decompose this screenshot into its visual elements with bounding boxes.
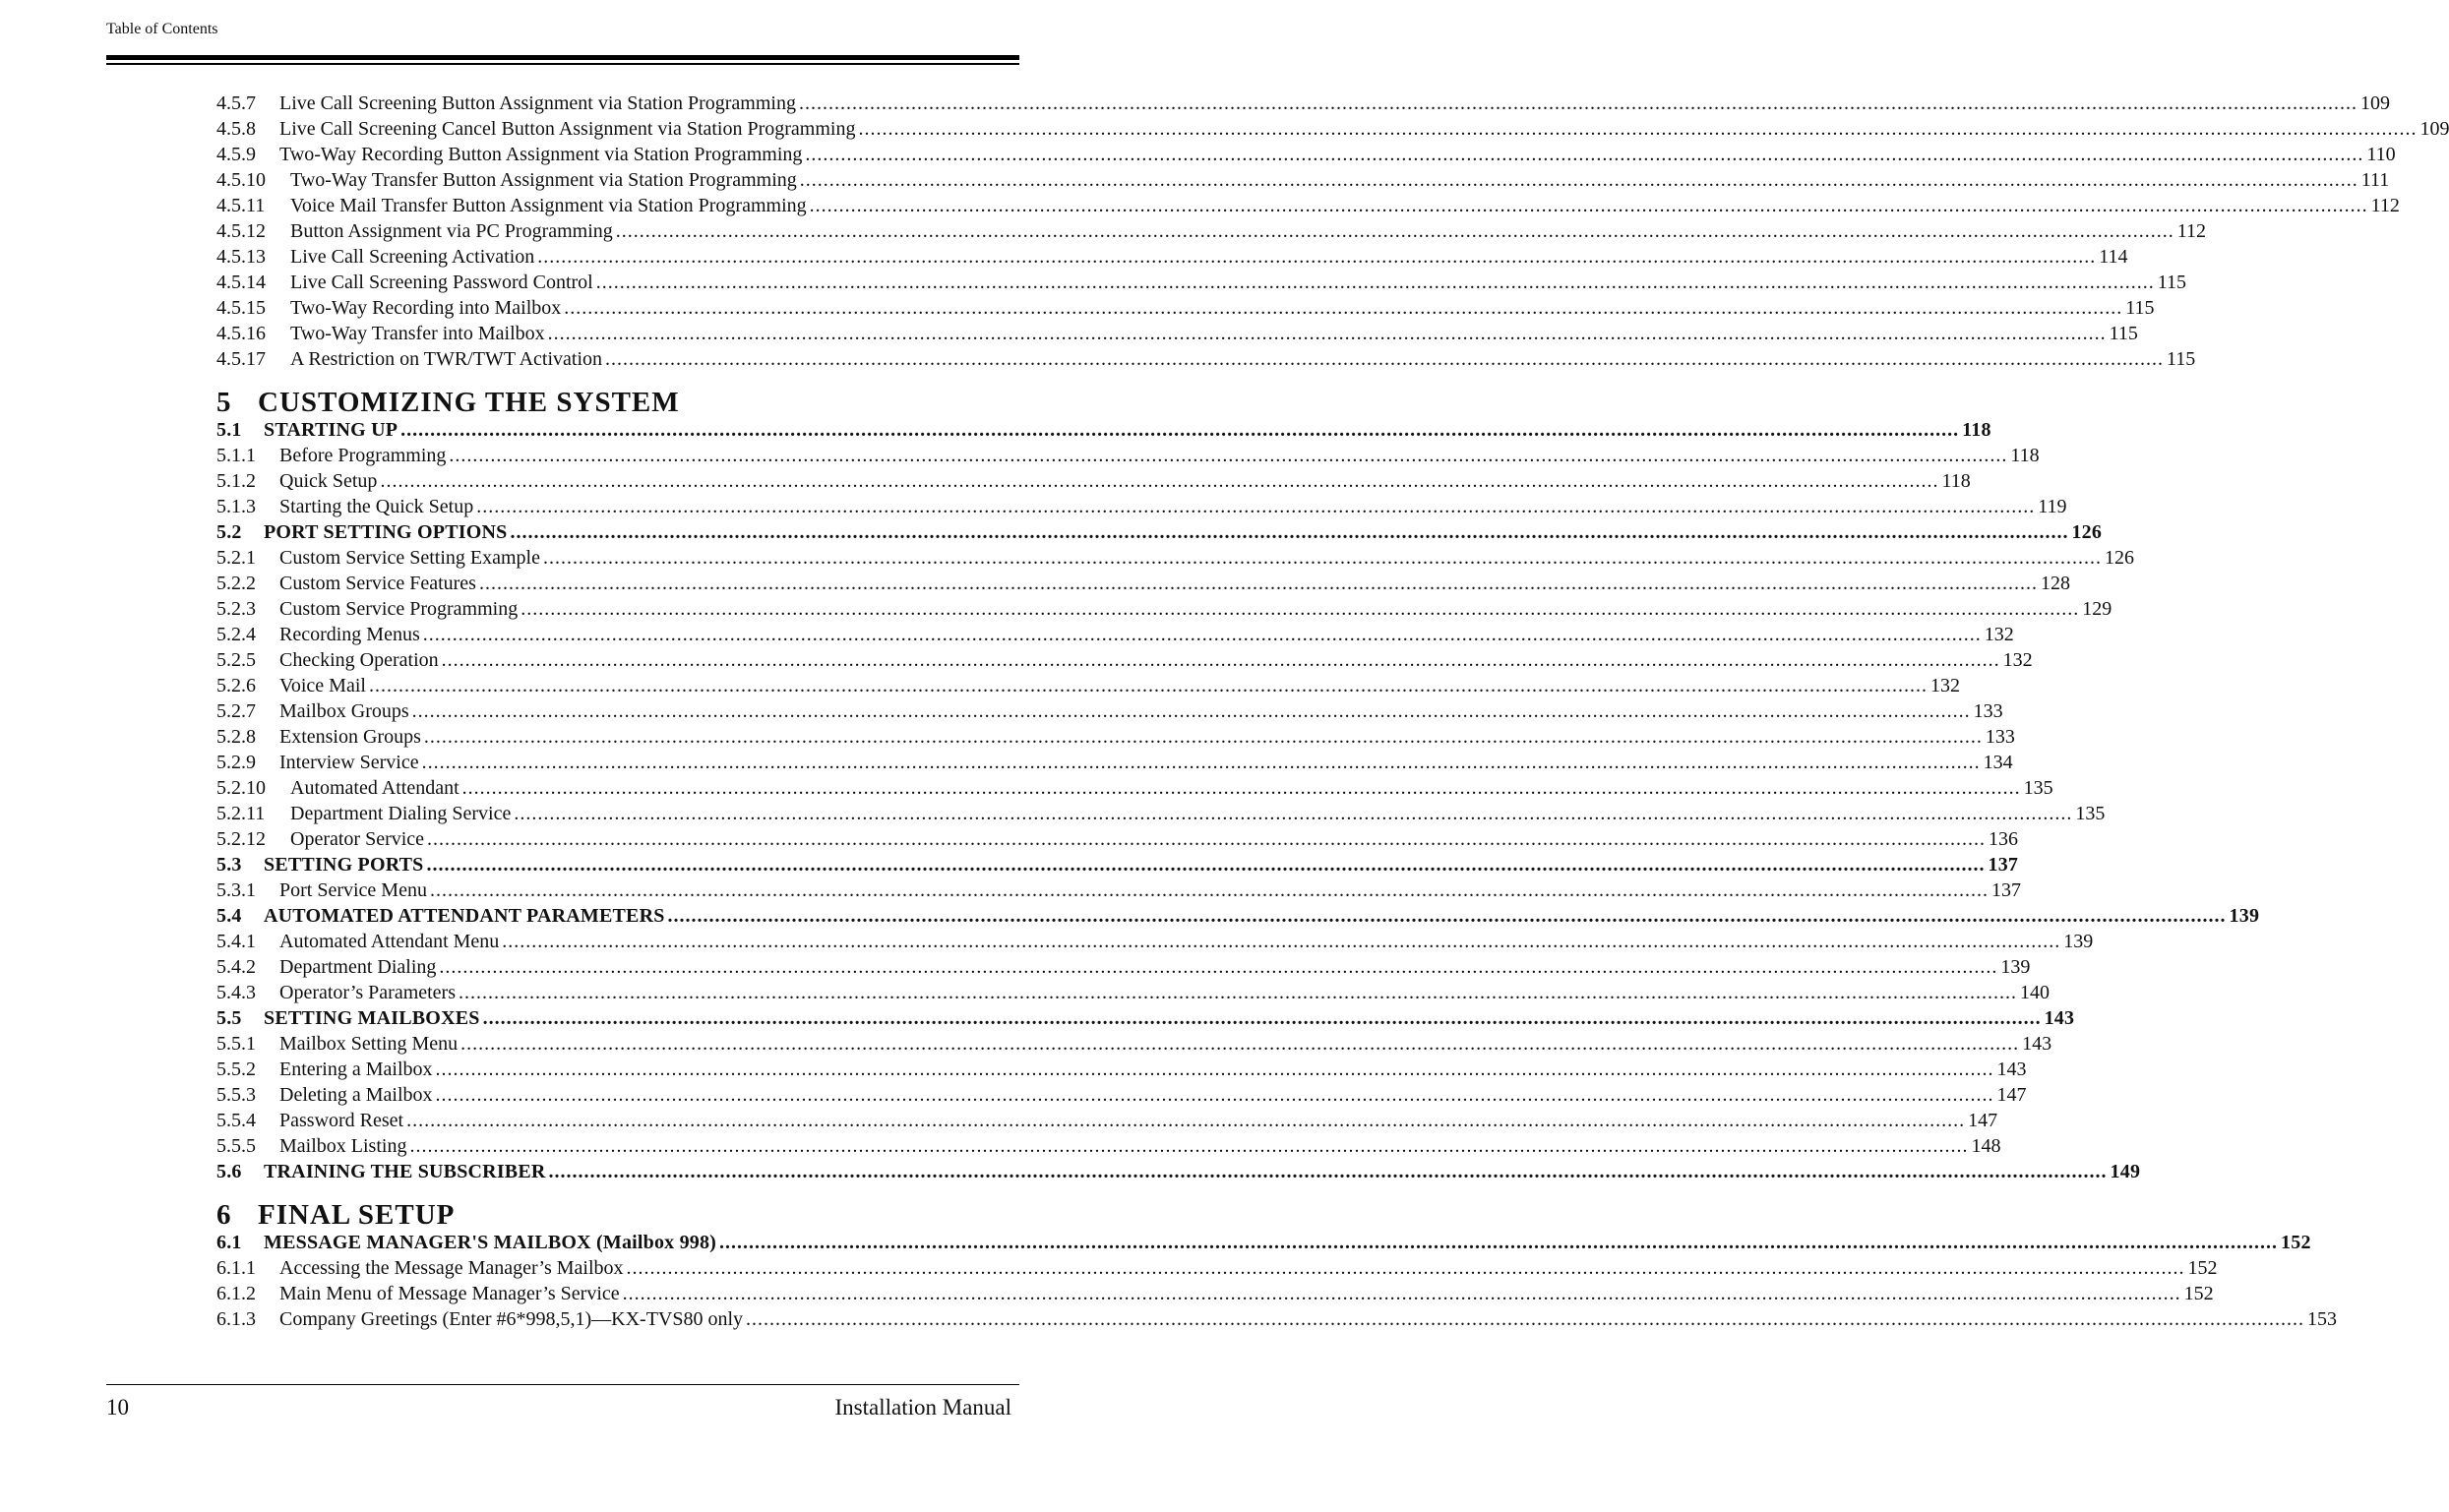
toc-entry-title: Live Call Screening Cancel Button Assignment via Station Programming bbox=[279, 118, 856, 140]
toc-entry-page: 126 bbox=[2071, 521, 2103, 543]
toc-entry[interactable] bbox=[216, 931, 2094, 956]
toc-entry-page: 147 bbox=[1968, 1110, 1998, 1131]
dot-leader bbox=[543, 547, 2102, 570]
dot-leader bbox=[520, 598, 2079, 621]
toc-entry-page: 132 bbox=[1984, 624, 2014, 645]
toc-entry[interactable] bbox=[216, 272, 2186, 297]
toc-entry-page: 115 bbox=[2157, 272, 2186, 293]
toc-entry-title: Operator Service bbox=[290, 828, 425, 850]
toc-entry-number: 4.5.7 bbox=[216, 92, 256, 114]
toc-entry-number: 5.2.12 bbox=[216, 828, 266, 850]
toc-entry-page: 111 bbox=[2360, 169, 2390, 191]
footer-rule bbox=[106, 1384, 1019, 1385]
toc-entry-number: 5.3 bbox=[216, 854, 242, 876]
dot-leader bbox=[605, 348, 2164, 371]
dot-leader bbox=[668, 905, 2227, 928]
toc-entry-page: 137 bbox=[1988, 854, 2019, 876]
dot-leader bbox=[424, 726, 1983, 749]
toc-entry[interactable] bbox=[216, 956, 2031, 982]
toc-entry[interactable] bbox=[216, 1110, 1998, 1135]
toc-entry-number: 4.5.10 bbox=[216, 169, 266, 191]
dot-leader bbox=[800, 169, 2358, 192]
toc-entry-title: Automated Attendant bbox=[290, 777, 459, 799]
toc-entry[interactable] bbox=[216, 879, 2021, 905]
toc-entry-number: 5.2.7 bbox=[216, 700, 256, 722]
toc-entry-title: Mailbox Listing bbox=[279, 1135, 407, 1157]
toc-entry-page: 109 bbox=[2419, 118, 2449, 140]
toc-entry-page: 136 bbox=[1989, 828, 2019, 850]
chapter-number: 5 bbox=[216, 387, 232, 418]
header-rule bbox=[106, 55, 1019, 60]
toc-entry[interactable] bbox=[216, 803, 2106, 828]
toc-entry-number: 5.5.5 bbox=[216, 1135, 256, 1157]
toc-entry-number: 4.5.8 bbox=[216, 118, 256, 140]
toc-entry-page: 133 bbox=[1973, 700, 2003, 722]
toc-entry[interactable] bbox=[216, 1283, 2214, 1308]
toc-entry-number: 4.5.17 bbox=[216, 348, 266, 370]
toc-entry-number: 4.5.15 bbox=[216, 297, 266, 319]
dot-leader bbox=[430, 879, 1989, 902]
toc-entry-page: 139 bbox=[2063, 931, 2094, 952]
toc-entry-page: 133 bbox=[1985, 726, 2015, 748]
toc-entry[interactable] bbox=[216, 297, 2155, 323]
toc-entry-page: 109 bbox=[2359, 92, 2390, 114]
toc-entry-number: 6.1.1 bbox=[216, 1257, 256, 1279]
toc-entry-title: Interview Service bbox=[279, 752, 419, 773]
toc-entry-title: MESSAGE MANAGER'S MAILBOX (Mailbox 998) bbox=[264, 1232, 717, 1253]
toc-section-entry[interactable] bbox=[216, 521, 2103, 547]
toc-entry-page: 115 bbox=[2109, 323, 2138, 344]
toc-entry-page: 152 bbox=[2183, 1283, 2214, 1304]
toc-entry-page: 137 bbox=[1990, 879, 2021, 901]
dot-leader bbox=[510, 521, 2068, 544]
toc-entry-title: STARTING UP bbox=[264, 419, 398, 441]
dot-leader bbox=[483, 1007, 2042, 1030]
toc-entry-number: 5.5.1 bbox=[216, 1033, 256, 1055]
toc-entry-title: Recording Menus bbox=[279, 624, 420, 645]
toc-entry-page: 119 bbox=[2038, 496, 2067, 517]
dot-leader bbox=[449, 445, 2007, 467]
toc-entry[interactable] bbox=[216, 777, 2053, 803]
toc-entry-title: SETTING PORTS bbox=[264, 854, 424, 876]
toc-entry-title: Custom Service Features bbox=[279, 573, 476, 594]
toc-entry-title: A Restriction on TWR/TWT Activation bbox=[290, 348, 603, 370]
dot-leader bbox=[436, 1084, 1994, 1107]
toc-entry[interactable] bbox=[216, 220, 2207, 246]
toc-entry[interactable] bbox=[216, 496, 2067, 521]
dot-leader bbox=[427, 854, 1986, 877]
toc-entry-title: Live Call Screening Password Control bbox=[290, 272, 593, 293]
dot-leader bbox=[479, 573, 2038, 595]
dot-leader bbox=[549, 1161, 2108, 1183]
toc-entry-page: 132 bbox=[2002, 649, 2033, 671]
toc-entry-title: Voice Mail bbox=[279, 675, 366, 696]
toc-entry-number: 4.5.16 bbox=[216, 323, 266, 344]
dot-leader bbox=[409, 1135, 1968, 1158]
toc-entry[interactable] bbox=[216, 752, 2013, 777]
toc-entry-page: 143 bbox=[2044, 1007, 2075, 1029]
toc-entry-title: Two-Way Recording Button Assignment via Station Programming bbox=[279, 144, 803, 165]
toc-entry-number: 4.5.13 bbox=[216, 246, 266, 268]
toc-entry-title: Two-Way Transfer Button Assignment via Station Programming bbox=[290, 169, 797, 191]
toc-entry-number: 4.5.9 bbox=[216, 144, 256, 165]
toc-entry-title: Operator’s Parameters bbox=[279, 982, 457, 1003]
toc-entry-number: 6.1.2 bbox=[216, 1283, 256, 1304]
dot-leader bbox=[422, 752, 1981, 774]
dot-leader bbox=[746, 1308, 2304, 1331]
toc-entry[interactable] bbox=[216, 92, 2390, 118]
dot-leader bbox=[564, 297, 2122, 320]
chapter-heading[interactable] bbox=[216, 1192, 1019, 1232]
toc-entry-number: 5.5 bbox=[216, 1007, 242, 1029]
toc-entry-title: Custom Service Setting Example bbox=[279, 547, 540, 569]
toc-entry-title: Live Call Screening Activation bbox=[290, 246, 535, 268]
toc-entry-page: 134 bbox=[1983, 752, 2013, 773]
toc-entry-page: 112 bbox=[2176, 220, 2207, 242]
dot-leader bbox=[548, 323, 2107, 345]
toc-entry-number: 5.2.9 bbox=[216, 752, 256, 773]
toc-entry-title: Automated Attendant Menu bbox=[279, 931, 500, 952]
toc-entry-title: Quick Setup bbox=[279, 470, 378, 492]
toc-entry-number: 5.2.11 bbox=[216, 803, 266, 824]
dot-leader bbox=[537, 246, 2096, 269]
toc-entry-title: Starting the Quick Setup bbox=[279, 496, 474, 517]
toc-entry[interactable] bbox=[216, 1257, 2218, 1283]
toc-entry-title: Port Service Menu bbox=[279, 879, 427, 901]
toc-entry-page: 110 bbox=[2366, 144, 2396, 165]
toc-entry-page: 126 bbox=[2104, 547, 2134, 569]
toc-entry-title: PORT SETTING OPTIONS bbox=[264, 521, 508, 543]
toc-entry-title: Department Dialing Service bbox=[290, 803, 512, 824]
page-number: 10 bbox=[106, 1395, 129, 1420]
header-rule-thin bbox=[106, 63, 1019, 65]
toc-entry-page: 149 bbox=[2110, 1161, 2141, 1182]
toc-entry-title: Accessing the Message Manager’s Mailbox bbox=[279, 1257, 624, 1279]
toc-entry-number: 5.1.1 bbox=[216, 445, 256, 466]
toc-entry-page: 147 bbox=[1996, 1084, 2027, 1106]
toc-entry-number: 6.1 bbox=[216, 1232, 242, 1253]
toc-entry-page: 128 bbox=[2040, 573, 2070, 594]
toc-entry-number: 5.4.2 bbox=[216, 956, 256, 978]
dot-leader bbox=[436, 1058, 1994, 1081]
toc-entry[interactable] bbox=[216, 598, 2112, 624]
dot-leader bbox=[412, 700, 1971, 723]
toc-entry-page: 143 bbox=[2022, 1033, 2052, 1055]
toc-entry-number: 5.2.3 bbox=[216, 598, 256, 620]
toc-entry-page: 152 bbox=[2281, 1232, 2311, 1253]
dot-leader bbox=[476, 496, 2035, 518]
toc-entry-title: Two-Way Transfer into Mailbox bbox=[290, 323, 545, 344]
dot-leader bbox=[623, 1283, 2181, 1305]
toc-entry-title: Two-Way Recording into Mailbox bbox=[290, 297, 562, 319]
toc-entry-title: Entering a Mailbox bbox=[279, 1058, 433, 1080]
dot-leader bbox=[596, 272, 2155, 294]
toc-section-entry[interactable] bbox=[216, 905, 2260, 931]
toc-entry[interactable] bbox=[216, 1308, 2338, 1334]
toc-entry[interactable] bbox=[216, 624, 2014, 649]
toc-entry-page: 118 bbox=[1941, 470, 1971, 492]
toc-entry-page: 114 bbox=[2099, 246, 2128, 268]
dot-leader bbox=[627, 1257, 2185, 1280]
dot-leader bbox=[442, 649, 2000, 672]
dot-leader bbox=[502, 931, 2060, 953]
toc-entry[interactable] bbox=[216, 1084, 2027, 1110]
toc-section-entry[interactable] bbox=[216, 1161, 2141, 1186]
toc-entry-page: 118 bbox=[2010, 445, 2040, 466]
toc-entry-number: 5.2.8 bbox=[216, 726, 256, 748]
toc-entry-number: 5.2.6 bbox=[216, 675, 256, 696]
toc-entry-title: Custom Service Programming bbox=[279, 598, 519, 620]
toc-entry[interactable] bbox=[216, 144, 2396, 169]
toc-entry-page: 153 bbox=[2307, 1308, 2338, 1330]
toc-entry-number: 5.5.4 bbox=[216, 1110, 256, 1131]
running-header: Table of Contents bbox=[106, 21, 218, 37]
toc-entry-title: Main Menu of Message Manager’s Service bbox=[279, 1283, 620, 1304]
dot-leader bbox=[460, 1033, 2019, 1056]
dot-leader bbox=[616, 220, 2174, 243]
toc-entry-page: 135 bbox=[2075, 803, 2106, 824]
toc-section-entry[interactable] bbox=[216, 419, 1991, 445]
toc-entry-page: 152 bbox=[2187, 1257, 2218, 1279]
toc-entry[interactable] bbox=[216, 195, 2400, 220]
toc-entry[interactable] bbox=[216, 1135, 2001, 1161]
toc-entry-number: 4.5.14 bbox=[216, 272, 266, 293]
toc-entry-title: Before Programming bbox=[279, 445, 447, 466]
toc-entry-number: 5.5.3 bbox=[216, 1084, 256, 1106]
toc-entry-number: 5.1.3 bbox=[216, 496, 256, 517]
toc-entry-title: Mailbox Groups bbox=[279, 700, 409, 722]
toc-section-entry[interactable] bbox=[216, 1232, 2311, 1257]
toc-entry-title: Checking Operation bbox=[279, 649, 439, 671]
chapter-heading[interactable] bbox=[216, 380, 1019, 419]
dot-leader bbox=[799, 92, 2357, 115]
toc-entry-page: 112 bbox=[2370, 195, 2400, 216]
toc-entry[interactable] bbox=[216, 445, 2040, 470]
toc-entry-title: Mailbox Setting Menu bbox=[279, 1033, 459, 1055]
toc-entry-page: 139 bbox=[2229, 905, 2260, 927]
chapter-title: FINAL SETUP bbox=[258, 1199, 456, 1231]
toc-entry[interactable] bbox=[216, 323, 2138, 348]
toc-entry-page: 115 bbox=[2167, 348, 2196, 370]
toc-entry[interactable] bbox=[216, 982, 2051, 1007]
dot-leader bbox=[369, 675, 1928, 697]
toc-entry-number: 4.5.12 bbox=[216, 220, 266, 242]
chapter-title: CUSTOMIZING THE SYSTEM bbox=[258, 387, 680, 418]
toc-entry[interactable] bbox=[216, 828, 2019, 854]
toc-entry[interactable] bbox=[216, 675, 1960, 700]
toc-entry[interactable] bbox=[216, 726, 2015, 752]
toc-entry-number: 5.4 bbox=[216, 905, 242, 927]
toc-entry-title: Button Assignment via PC Programming bbox=[290, 220, 613, 242]
toc-entry-title: TRAINING THE SUBSCRIBER bbox=[264, 1161, 546, 1182]
dot-leader bbox=[514, 803, 2072, 825]
toc-entry[interactable] bbox=[216, 169, 2390, 195]
toc-entry[interactable] bbox=[216, 246, 2128, 272]
toc-entry-number: 5.2.4 bbox=[216, 624, 256, 645]
table-of-contents bbox=[216, 92, 2449, 1334]
toc-entry-page: 115 bbox=[2125, 297, 2155, 319]
toc-entry-title: Voice Mail Transfer Button Assignment via Station Programming bbox=[290, 195, 807, 216]
toc-entry-number: 5.2.1 bbox=[216, 547, 256, 569]
toc-entry-number: 5.4.1 bbox=[216, 931, 256, 952]
toc-entry-title: Password Reset bbox=[279, 1110, 404, 1131]
dot-leader bbox=[462, 777, 2021, 800]
dot-leader bbox=[719, 1232, 2278, 1254]
toc-entry-page: 135 bbox=[2023, 777, 2053, 799]
chapter-number: 6 bbox=[216, 1199, 232, 1231]
toc-entry-page: 148 bbox=[1971, 1135, 2001, 1157]
toc-entry-title: Deleting a Mailbox bbox=[279, 1084, 433, 1106]
toc-section-entry[interactable] bbox=[216, 854, 2019, 879]
dot-leader bbox=[406, 1110, 1965, 1132]
toc-section-entry[interactable] bbox=[216, 1007, 2075, 1033]
toc-entry[interactable] bbox=[216, 649, 2033, 675]
toc-entry[interactable] bbox=[216, 348, 2196, 374]
toc-entry[interactable] bbox=[216, 1058, 2027, 1084]
toc-entry-number: 5.2.5 bbox=[216, 649, 256, 671]
toc-entry-number: 5.4.3 bbox=[216, 982, 256, 1003]
dot-leader bbox=[427, 828, 1986, 851]
toc-entry-number: 5.2 bbox=[216, 521, 242, 543]
toc-entry-page: 143 bbox=[1996, 1058, 2027, 1080]
toc-entry-number: 5.3.1 bbox=[216, 879, 256, 901]
toc-entry-title: Live Call Screening Button Assignment via Station Programming bbox=[279, 92, 796, 114]
dot-leader bbox=[423, 624, 1982, 646]
toc-entry-number: 5.1 bbox=[216, 419, 242, 441]
dot-leader bbox=[439, 956, 1997, 979]
toc-entry-page: 140 bbox=[2020, 982, 2051, 1003]
toc-entry-page: 118 bbox=[1962, 419, 1991, 441]
dot-leader bbox=[810, 195, 2368, 217]
toc-entry-number: 5.2.2 bbox=[216, 573, 256, 594]
toc-entry-title: Extension Groups bbox=[279, 726, 421, 748]
toc-entry-title: SETTING MAILBOXES bbox=[264, 1007, 480, 1029]
toc-entry-number: 5.2.10 bbox=[216, 777, 266, 799]
toc-entry-number: 5.5.2 bbox=[216, 1058, 256, 1080]
dot-leader bbox=[805, 144, 2363, 166]
dot-leader bbox=[380, 470, 1938, 493]
toc-entry[interactable] bbox=[216, 547, 2134, 573]
toc-entry-title: Department Dialing bbox=[279, 956, 437, 978]
toc-entry-number: 5.1.2 bbox=[216, 470, 256, 492]
toc-entry[interactable] bbox=[216, 573, 2070, 598]
manual-name: Installation Manual bbox=[834, 1395, 1011, 1420]
toc-entry-title: Company Greetings (Enter #6*998,5,1)—KX-TVS80 only bbox=[279, 1308, 744, 1330]
toc-entry-number: 6.1.3 bbox=[216, 1308, 256, 1330]
toc-entry-number: 5.6 bbox=[216, 1161, 242, 1182]
dot-leader bbox=[459, 982, 2017, 1004]
toc-entry[interactable] bbox=[216, 1033, 2052, 1058]
toc-entry-title: AUTOMATED ATTENDANT PARAMETERS bbox=[264, 905, 665, 927]
toc-entry-page: 139 bbox=[2000, 956, 2031, 978]
dot-leader bbox=[858, 118, 2417, 141]
toc-entry-number: 4.5.11 bbox=[216, 195, 266, 216]
toc-entry-page: 129 bbox=[2082, 598, 2112, 620]
toc-entry[interactable] bbox=[216, 118, 2449, 144]
dot-leader bbox=[400, 419, 1959, 442]
toc-entry-page: 132 bbox=[1929, 675, 1960, 696]
toc-entry[interactable] bbox=[216, 700, 2003, 726]
toc-entry[interactable] bbox=[216, 470, 1971, 496]
